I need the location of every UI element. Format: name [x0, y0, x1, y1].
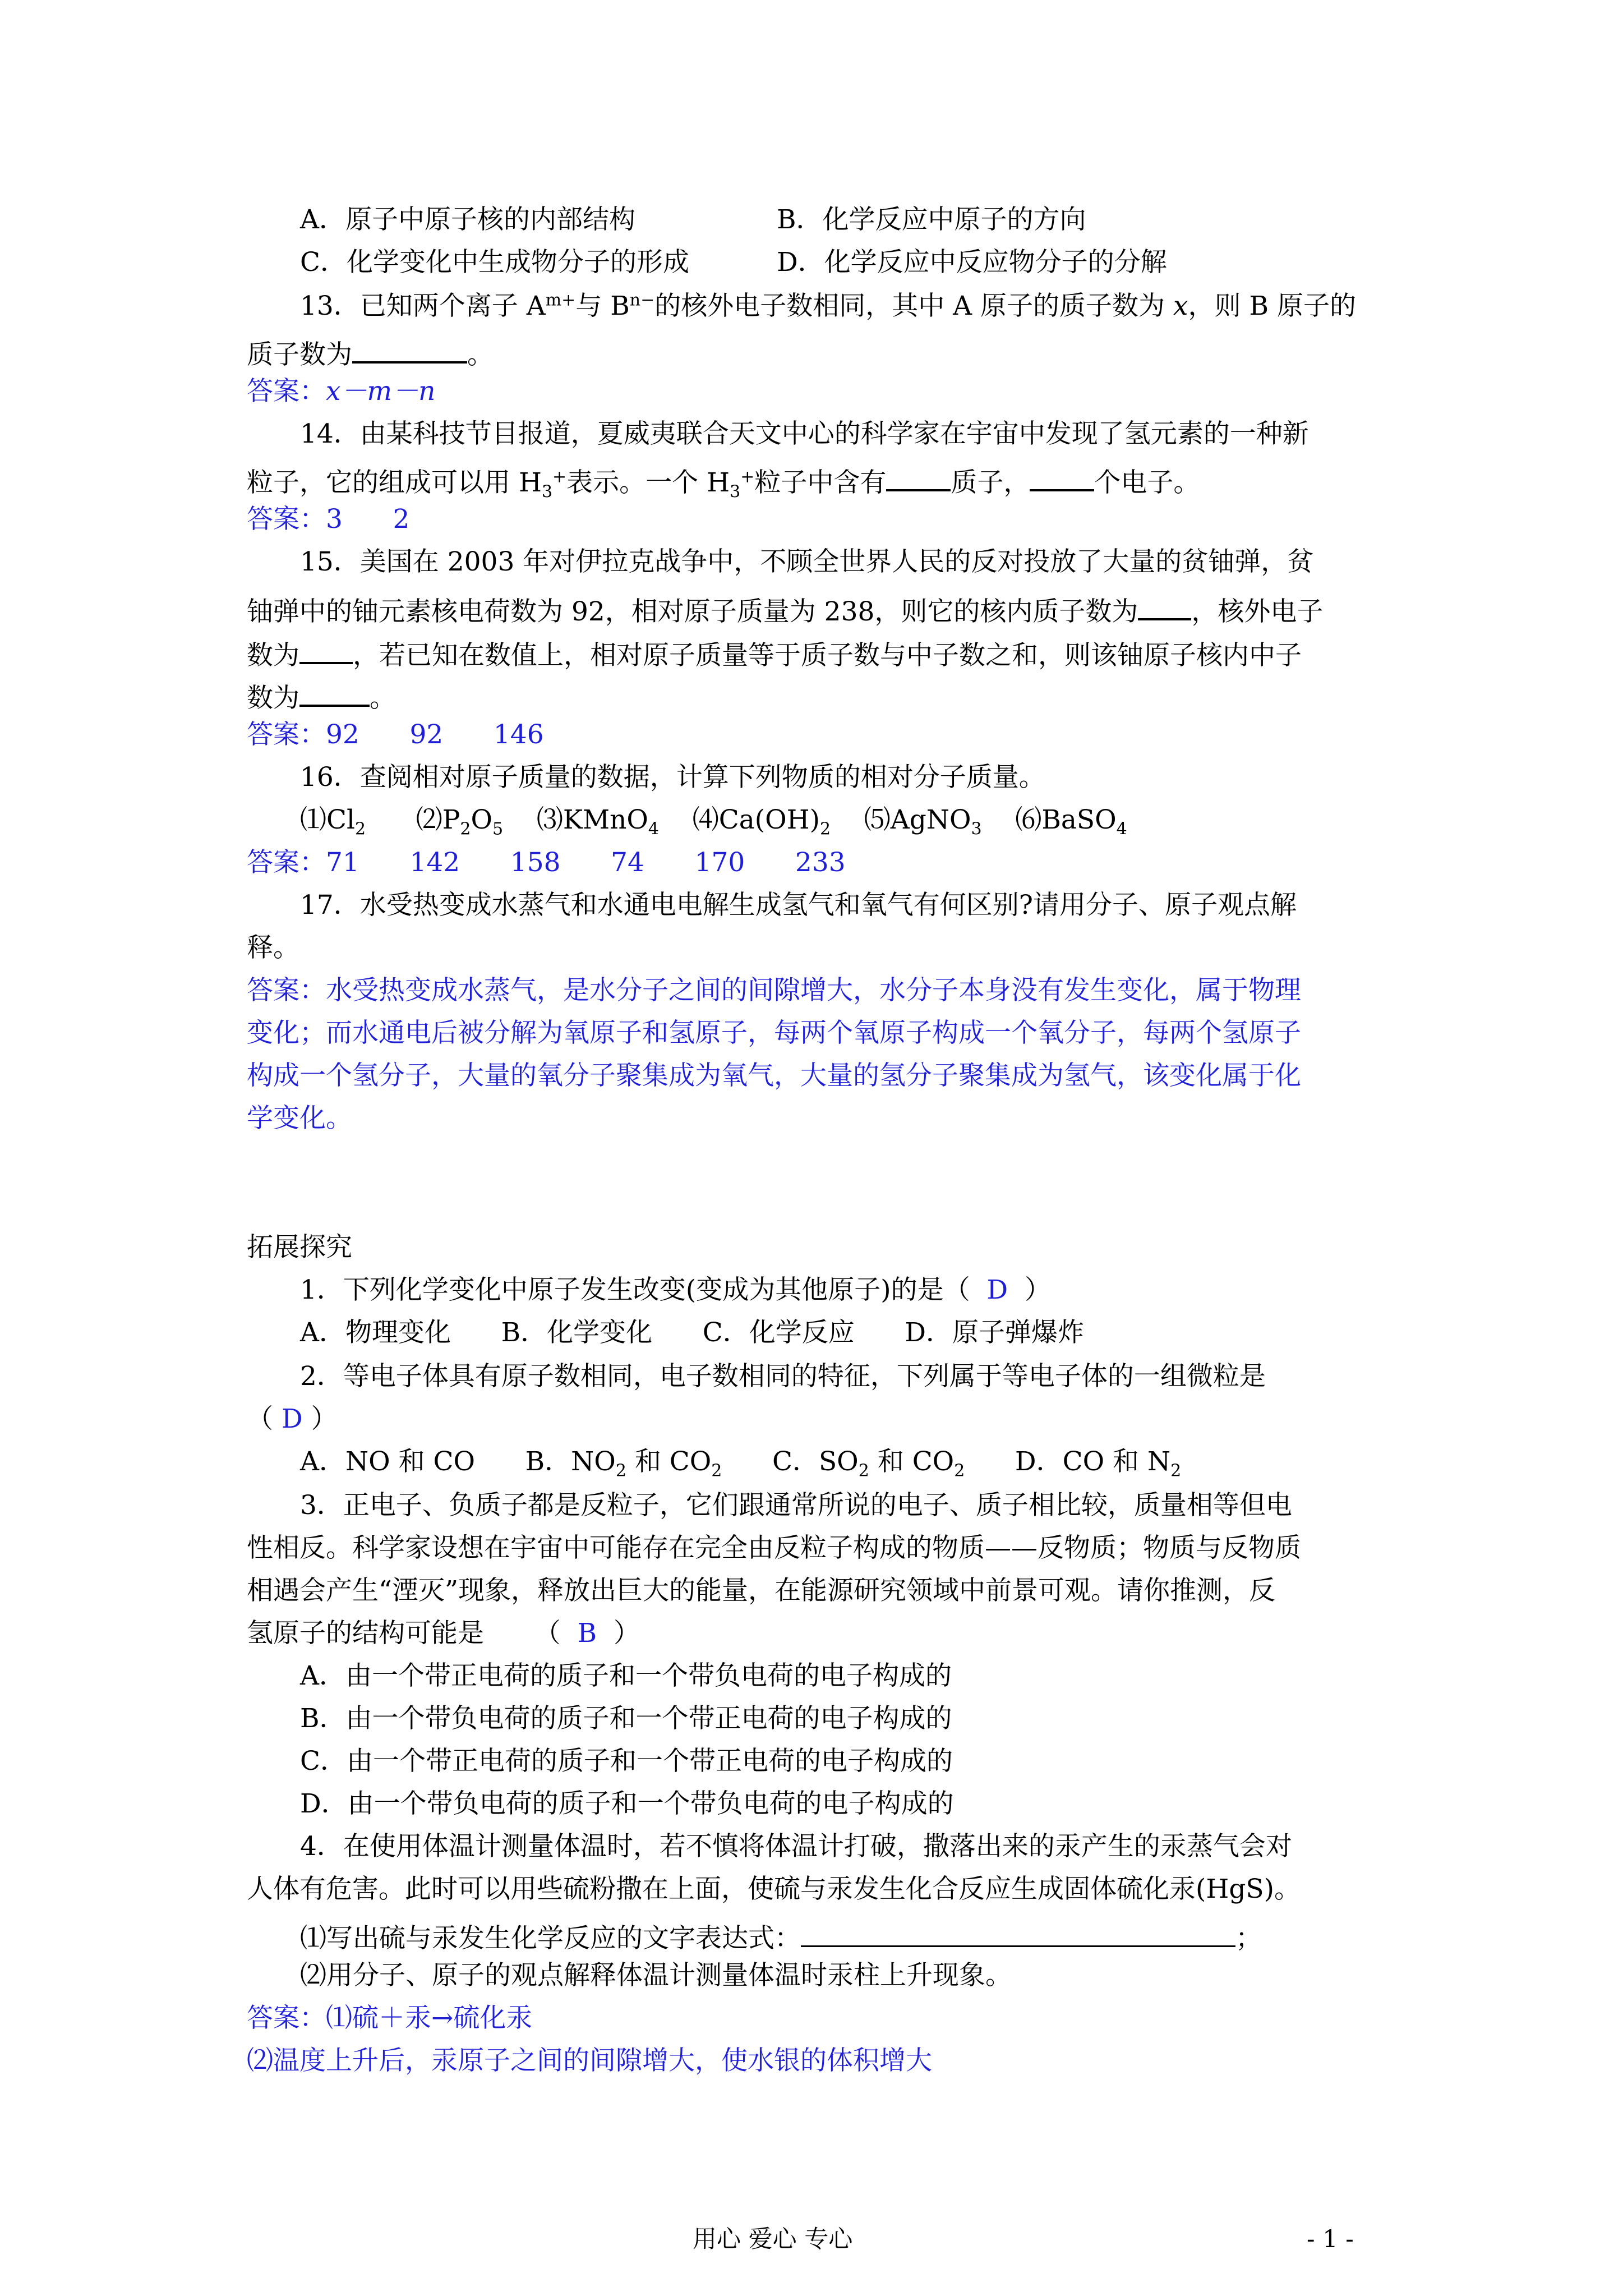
page-number: - 1 -: [1307, 2225, 1354, 2253]
e4-sub1: ⑴写出硫与汞发生化学反应的文字表达式： ；: [300, 1916, 1262, 1955]
e3-option-b: B．由一个带负电荷的质子和一个带正电荷的电子构成的: [300, 1703, 952, 1734]
e2-line2: （ D ）: [247, 1404, 338, 1434]
footer-motto: 用心 爱心 专心: [693, 2225, 853, 2253]
e1-question: 1．下列化学变化中原子发生改变(变成为其他原子)的是（ D ）: [300, 1274, 1052, 1305]
e3-line2: 性相反。科学家设想在宇宙中可能存在完全由反粒子构成的物质——反物质；物质与反物质: [247, 1533, 1301, 1563]
e4-line1: 4．在使用体温计测量体温时，若不慎将体温计打破，撒落出来的汞产生的汞蒸气会对: [300, 1831, 1292, 1862]
q14-line1: 14．由某科技节目报道，夏威夷联合天文中心的科学家在宇宙中发现了氢元素的一种新: [300, 418, 1309, 449]
q17-answer-line2: 变化；而水通电后被分解为氧原子和氢原子，每两个氧原子构成一个氧分子，每两个氢原子: [247, 1018, 1301, 1048]
q15-answer: 答案：92 92 146: [247, 719, 544, 750]
e3-option-c: C．由一个带正电荷的质子和一个带正电荷的电子构成的: [300, 1746, 953, 1777]
e4-sub2: ⑵用分子、原子的观点解释体温计测量体温时汞柱上升现象。: [300, 1960, 1012, 1991]
q12-option-d: D．化学反应中反应物分子的分解: [777, 247, 1167, 278]
q17-answer-line1: 答案：水受热变成水蒸气，是水分子之间的间隙增大，水分子本身没有发生变化，属于物理: [247, 975, 1301, 1006]
e4-line2: 人体有危害。此时可以用些硫粉撒在上面，使硫与汞发生化合反应生成固体硫化汞(HgS)。: [247, 1874, 1301, 1904]
e3-option-a: A．由一个带正电荷的质子和一个带负电荷的电子构成的: [300, 1660, 952, 1691]
e2-options: A．NO 和 CO B．$NO_2$ 和 $CO_2$ C．$SO_2$ 和 $CO_2$ D．CO 和 $N_2$: [300, 1446, 1182, 1481]
q15-line1: 15．美国在 2003 年对伊拉克战争中，不顾全世界人民的反对投放了大量的贫铀弹，贫: [300, 546, 1314, 577]
e3-option-d: D．由一个带负电荷的质子和一个带负电荷的电子构成的: [300, 1788, 954, 1819]
q15-proton-blank: [1138, 589, 1191, 620]
q15-electron-blank: [299, 633, 353, 664]
q16-formulas: $⑴Cl_2$ $⑵P_2O_5$ ⑶KMnO$_4$ $⑷Ca(OH)_2$ ⑸AgNO$_3$ ⑹BaSO$_4$: [300, 804, 1127, 839]
q12-option-b: B．化学反应中原子的方向: [777, 204, 1086, 235]
q15-line3: 数为 ，若已知在数值上，相对原子质量等于质子数与中子数之和，则该铀原子核内中子: [247, 633, 1302, 673]
e3-line3: 相遇会产生“湮灭”现象，释放出巨大的能量，在能源研究领域中前景可观。请你推测，反: [247, 1575, 1276, 1606]
q15-line2: 铀弹中的铀元素核电荷数为 92，相对原子质量为 238，则它的核内质子数为 ，核外电子: [247, 589, 1323, 629]
q14-line2: 粒子，它的组成可以用 $H_3^+$表示。一个 $H_3^+$粒子中含有 质子， 个电子。: [247, 460, 1200, 500]
e4-expression-blank: [801, 1916, 1235, 1947]
q16-line1: 16．查阅相对原子质量的数据，计算下列物质的相对分子质量。: [300, 762, 1045, 793]
q14-answer: 答案：3 2: [247, 504, 410, 535]
e3-line1: 3．正电子、负质子都是反粒子，它们跟通常所说的电子、质子相比较，质量相等但电: [300, 1490, 1292, 1521]
e3-line4: 氢原子的结构可能是 （ B ）: [247, 1618, 640, 1649]
q13-answer-blank: [352, 332, 467, 364]
q13-line1: 13．已知两个离子 $A^{m+}$与 $B^{n-}$的核外电子数相同，其中 A 原子的质子数为 x，则 B 原子的: [300, 290, 1356, 321]
q15-neutron-blank: [299, 675, 370, 707]
q12-option-a: A．原子中原子核的内部结构: [300, 204, 635, 235]
q12-option-c: C．化学变化中生成物分子的形成: [300, 247, 689, 278]
e4-answer1: 答案：⑴硫＋汞→硫化汞: [247, 2003, 533, 2033]
q16-answer: 答案：71 142 158 74 170 233: [247, 847, 846, 878]
q17-answer-line3: 构成一个氢分子，大量的氧分子聚集成为氧气，大量的氢分子聚集成为氢气，该变化属于化: [247, 1060, 1301, 1091]
e4-answer2: ⑵温度上升后，汞原子之间的间隙增大，使水银的体积增大: [247, 2045, 932, 2076]
q14-proton-blank: [886, 460, 951, 491]
e1-options: A．物理变化 B．化学变化 C．化学反应 D．原子弹爆炸: [300, 1317, 1085, 1348]
q17-line2: 释。: [247, 932, 299, 963]
q14-electron-blank: [1030, 460, 1094, 491]
q13-answer: 答案：x－m－n: [247, 376, 436, 407]
e2-line1: 2．等电子体具有原子数相同，电子数相同的特征，下列属于等电子体的一组微粒是: [300, 1361, 1266, 1392]
q15-line4: 数为 。: [247, 675, 396, 715]
q17-line1: 17．水受热变成水蒸气和水通电电解生成氢气和氧气有何区别?请用分子、原子观点解: [300, 890, 1297, 921]
section-title: 拓展探究: [247, 1232, 352, 1263]
q17-answer-line4: 学变化。: [247, 1103, 352, 1134]
q13-line2: 质子数为 。: [247, 332, 494, 372]
